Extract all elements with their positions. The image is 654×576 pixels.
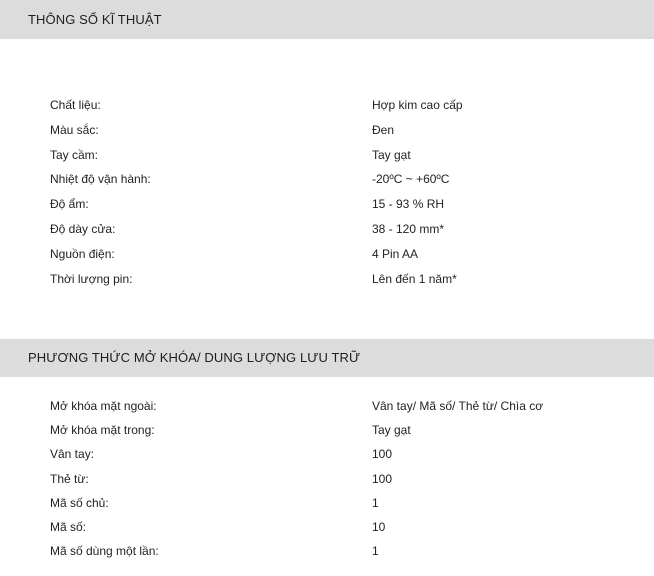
- spec-value: Tay gạt: [372, 423, 411, 438]
- specs-list: [0, 93, 654, 291]
- unlock-row-master-code: [0, 491, 654, 515]
- spec-label: Thời lượng pin:: [50, 271, 133, 286]
- spec-label: Vân tay:: [50, 447, 95, 462]
- specs-section-title: THÔNG SỐ KĨ THUẬT: [0, 0, 654, 39]
- spec-value: 1: [372, 495, 379, 510]
- spec-value: -20ºC ~ +60ºC: [372, 172, 450, 187]
- unlock-row-inside: [0, 418, 654, 442]
- spec-row-power-source: [0, 242, 654, 267]
- unlock-row-outside: [0, 394, 654, 418]
- unlock-row-card: [0, 467, 654, 491]
- unlock-row-fingerprint: [0, 442, 654, 466]
- spec-value: 38 - 120 mm*: [372, 221, 445, 236]
- spec-label: Mở khóa mặt trong:: [50, 423, 155, 438]
- spec-label: Nguồn điện:: [50, 246, 115, 261]
- spec-value: Lên đến 1 năm*: [372, 271, 457, 286]
- spec-label: Mã số dùng một lần:: [50, 544, 159, 559]
- spec-label: Nhiệt độ vận hành:: [50, 172, 151, 187]
- spec-row-door-thickness: [0, 217, 654, 242]
- spec-value: 100: [372, 447, 393, 462]
- unlock-section-title: PHƯƠNG THỨC MỞ KHÓA/ DUNG LƯỢNG LƯU TRỮ: [0, 339, 654, 377]
- spec-label: Độ ẩm:: [50, 197, 89, 212]
- spec-row-color: [0, 118, 654, 143]
- spec-row-battery-life: [0, 267, 654, 292]
- spec-label: Chất liệu:: [50, 98, 101, 112]
- spec-label: Mã số chủ:: [50, 495, 109, 510]
- spec-row-humidity: [0, 192, 654, 217]
- unlock-list: [0, 394, 654, 563]
- spec-value: 15 - 93 % RH: [372, 197, 445, 212]
- spec-value: Đen: [372, 122, 395, 137]
- spec-label: Mở khóa mặt ngoài:: [50, 399, 157, 413]
- spec-value: Vân tay/ Mã số/ Thẻ từ/ Chìa cơ: [372, 399, 544, 413]
- spec-value: Hợp kim cao cấp: [372, 98, 463, 112]
- unlock-row-one-time-code: [0, 539, 654, 563]
- spec-label: Màu sắc:: [50, 122, 99, 137]
- unlock-row-code: [0, 515, 654, 539]
- spec-row-handle: [0, 143, 654, 168]
- spec-value: 100: [372, 471, 393, 486]
- spec-value: Tay gạt: [372, 147, 411, 162]
- spec-row-operating-temperature: [0, 167, 654, 192]
- spec-label: Thẻ từ:: [50, 471, 89, 486]
- spec-value: 1: [372, 544, 379, 559]
- spec-value: 4 Pin AA: [372, 246, 419, 261]
- spec-label: Mã số:: [50, 519, 87, 534]
- spec-value: 10: [372, 519, 386, 534]
- spec-label: Độ dày cửa:: [50, 221, 116, 236]
- spec-label: Tay cầm:: [50, 147, 99, 162]
- spec-row-material: [0, 93, 654, 118]
